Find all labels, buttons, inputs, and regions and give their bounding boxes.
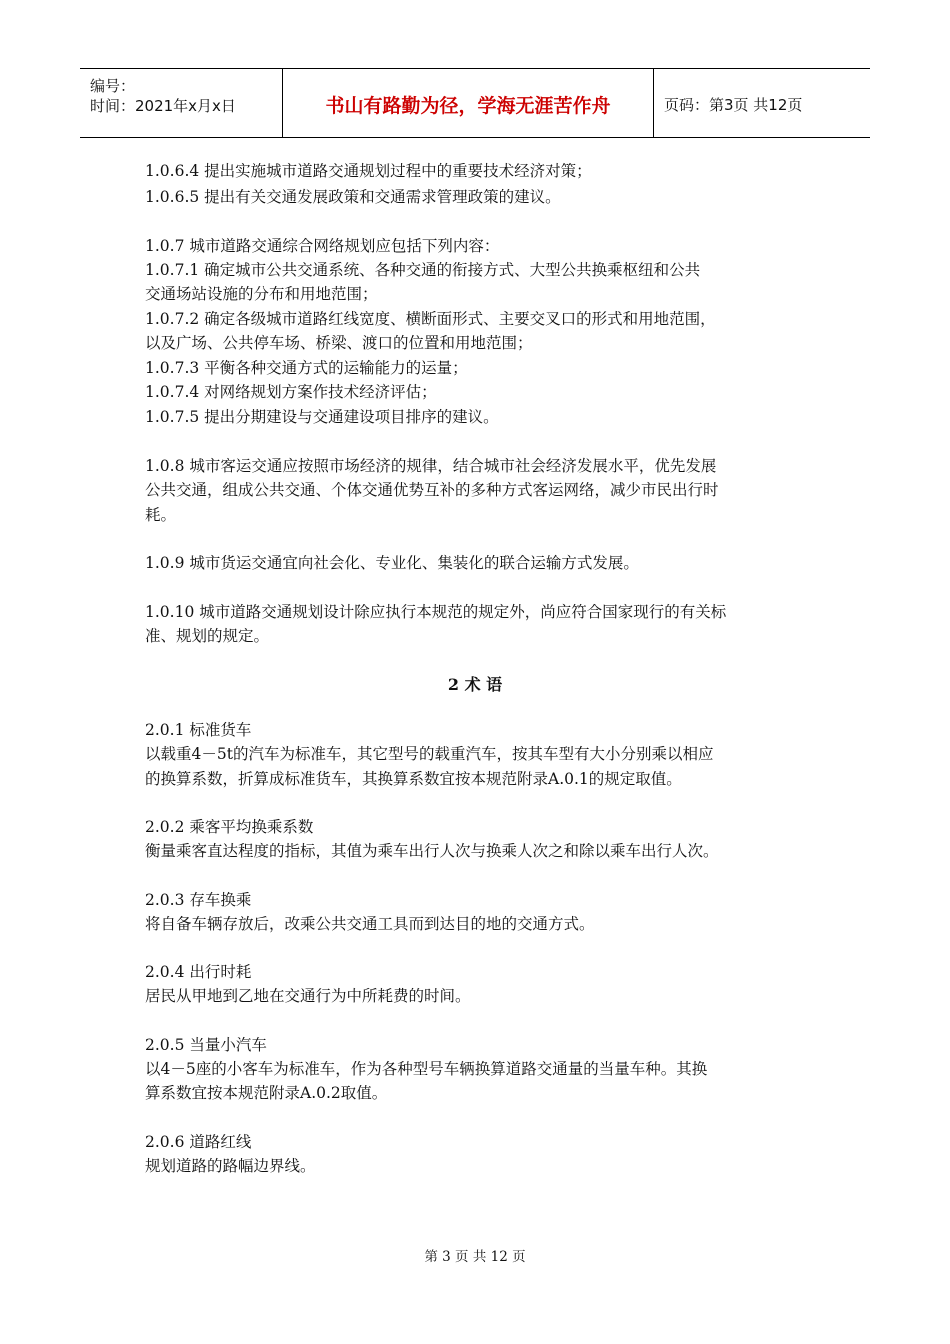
text-line: 衡量乘客直达程度的指标，其值为乘车出行人次与换乘人次之和除以乘车出行人次。 <box>145 842 719 860</box>
text-line: 1.0.7.3 平衡各种交通方式的运输能力的运量； <box>145 359 468 377</box>
text-line: 规划道路的路幅边界线。 <box>145 1157 316 1175</box>
text-line: 居民从甲地到乙地在交通行为中所耗费的时间。 <box>145 987 471 1005</box>
header-page-cell <box>654 69 870 137</box>
text-line: 的换算系数，折算成标准货车，其换算系数宜按本规范附录A.0.1的规定取值。 <box>145 770 682 788</box>
page-header <box>80 68 870 138</box>
text-line: 1.0.7.4 对网络规划方案作技术经济评估； <box>145 383 437 401</box>
text-line: 1.0.6.5 提出有关交通发展政策和交通需求管理政策的建议。 <box>145 188 561 206</box>
text-line: 以载重4－5t的汽车为标准车，其它型号的载重汽车，按其车型有大小分别乘以相应 <box>145 745 714 763</box>
term-title: 2.0.5 当量小汽车 <box>145 1036 267 1054</box>
text-line: 1.0.7.1 确定城市公共交通系统、各种交通的衔接方式、大型公共换乘枢纽和公共 <box>145 261 701 279</box>
text-line: 1.0.9 城市货运交通宜向社会化、专业化、集装化的联合运输方式发展。 <box>145 554 639 572</box>
section-heading: 2 术 语 <box>447 675 503 694</box>
text-line: 耗。 <box>145 506 177 524</box>
page-footer: 第 3 页 共 12 页 <box>424 1249 526 1265</box>
header-page-number: 页码：第3页 共12页 <box>664 96 803 114</box>
text-line: 交通场站设施的分布和用地范围； <box>145 285 378 303</box>
text-line: 1.0.10 城市道路交通规划设计除应执行本规范的规定外，尚应符合国家现行的有关标 <box>145 603 727 621</box>
term-title: 2.0.2 乘客平均换乘系数 <box>145 818 314 836</box>
header-motto: 书山有路勤为径，学海无涯苦作舟 <box>325 95 611 117</box>
term-title: 2.0.1 标准货车 <box>145 721 252 739</box>
document-number-label: 编号： <box>90 77 136 95</box>
text-line: 公共交通，组成公共交通、个体交通优势互补的多种方式客运网络，减少市民出行时 <box>145 481 719 499</box>
term-title: 2.0.4 出行时耗 <box>145 963 252 981</box>
text-line: 以及广场、公共停车场、桥梁、渡口的位置和用地范围； <box>145 334 533 352</box>
text-line: 1.0.6.4 提出实施城市道路交通规划过程中的重要技术经济对策； <box>145 162 592 180</box>
text-line: 算系数宜按本规范附录A.0.2取值。 <box>145 1084 388 1102</box>
text-line: 1.0.8 城市客运交通应按照市场经济的规律，结合城市社会经济发展水平，优先发展 <box>145 457 717 475</box>
term-title: 2.0.3 存车换乘 <box>145 891 252 909</box>
term-title: 2.0.6 道路红线 <box>145 1133 252 1151</box>
text-line: 将自备车辆存放后，改乘公共交通工具而到达目的地的交通方式。 <box>145 915 595 933</box>
document-date-label: 时间：2021年x月x日 <box>90 97 236 115</box>
header-motto-cell <box>283 69 654 137</box>
text-line: 以4－5座的小客车为标准车，作为各种型号车辆换算道路交通量的当量车种。其换 <box>145 1060 708 1078</box>
text-line: 1.0.7 城市道路交通综合网络规划应包括下列内容： <box>145 237 500 255</box>
text-line: 1.0.7.2 确定各级城市道路红线宽度、横断面形式、主要交叉口的形式和用地范围， <box>145 310 716 328</box>
header-info-cell <box>80 69 283 137</box>
text-line: 1.0.7.5 提出分期建设与交通建设项目排序的建议。 <box>145 408 499 426</box>
text-line: 准、规划的规定。 <box>145 627 270 645</box>
